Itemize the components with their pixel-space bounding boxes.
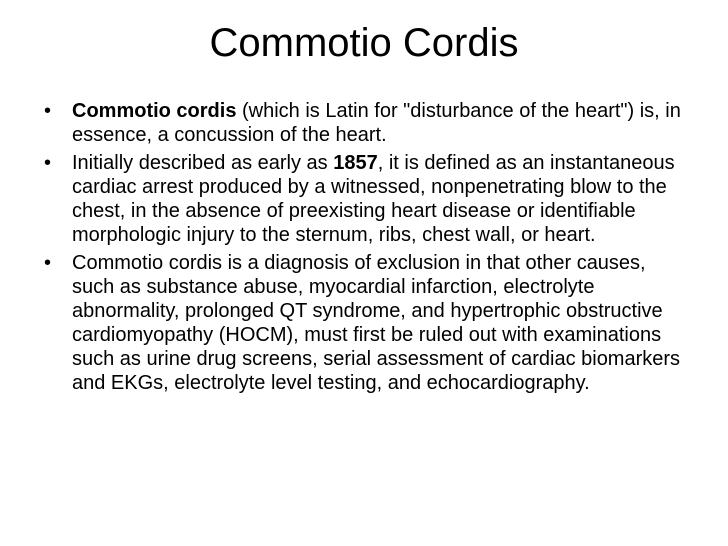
bullet-item bbox=[44, 251, 684, 395]
bullet-dot-icon: • bbox=[44, 100, 52, 122]
bullet-dot-icon: • bbox=[44, 252, 52, 274]
bullet-text: Commotio cordis is a diagnosis of exclusion in that other causes, such as substance abuse, myocardial infarction, electrolyte abnormality, prolonged QT syndrome, and hypertrophic obstructive cardiomyopathy (HOCM), must first be ruled out with examinations such as urine drug screens, serial assessment of cardiac biomarkers and EKGs, electrolyte level testing, and echocardiography. bbox=[72, 252, 681, 394]
bullet-text: Initially described as early as bbox=[72, 152, 334, 174]
bullet-item bbox=[44, 151, 684, 247]
bullet-item bbox=[44, 99, 684, 147]
bullet-dot-icon: • bbox=[44, 152, 52, 174]
bullet-list bbox=[44, 99, 684, 399]
bullet-text: , it is defined as an instantaneous cardiac arrest produced by a witnessed, nonpenetrating blow to the chest, in the absence of preexisting heart disease or identifiable morphologic injury to the sternum, ribs, chest wall, or heart. bbox=[72, 152, 675, 246]
bullet-bold-term: Commotio cordis bbox=[72, 100, 237, 122]
slide-title: Commotio Cordis bbox=[209, 21, 519, 65]
bullet-text: (which is Latin for "disturbance of the heart") is, in essence, a concussion of the heart. bbox=[72, 100, 681, 146]
bullet-bold-year: 1857 bbox=[333, 152, 378, 174]
